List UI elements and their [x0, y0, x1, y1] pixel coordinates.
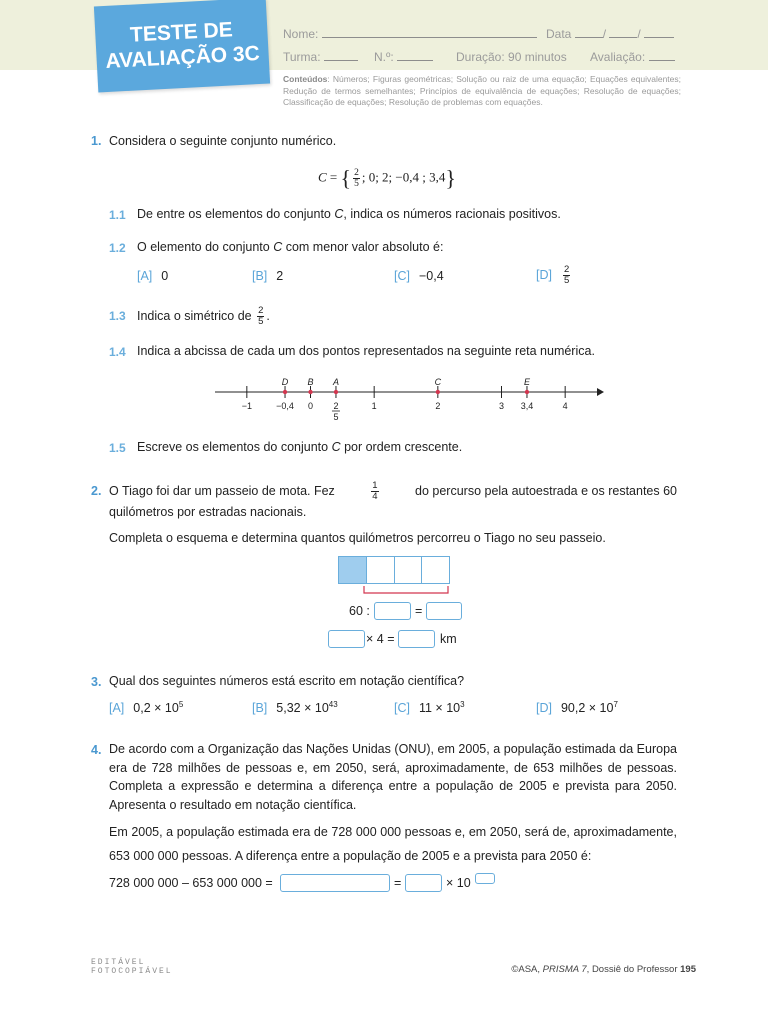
number-line-point-label: B	[307, 377, 314, 387]
option-exponent: 3	[460, 700, 465, 709]
copyright-a: ©ASA,	[511, 964, 543, 975]
date-day-line[interactable]	[575, 27, 603, 38]
q2-number: 2.	[91, 484, 102, 498]
grade-label: Avaliação:	[590, 50, 646, 64]
option-base: 11 × 10	[418, 701, 461, 716]
grade-line[interactable]	[649, 50, 675, 61]
q1-text: Considera o seguinte conjunto numérico.	[109, 134, 337, 148]
date-month-line[interactable]	[609, 27, 637, 38]
option-value: 2	[276, 269, 284, 283]
q3-option-b[interactable]	[252, 700, 338, 715]
class-label: Turma:	[283, 50, 321, 64]
q2-line-2: quilómetros por estradas nacionais.	[109, 505, 307, 519]
q1-5-number: 1.5	[109, 441, 126, 455]
q1-2-number: 1.2	[109, 241, 126, 255]
option-letter: [D]	[536, 267, 552, 282]
grade-field[interactable]	[590, 50, 675, 64]
q1-1-text	[137, 205, 561, 223]
q1-4-text: Indica a abcissa de cada um dos pontos representados na seguinte reta numérica.	[137, 344, 595, 358]
scheme-bracket	[362, 584, 452, 596]
number-line-tick-label: 3,4	[520, 401, 534, 411]
number-line-point-label: A	[332, 377, 339, 387]
frac-den: 4	[372, 490, 378, 502]
date-year-line[interactable]	[644, 27, 674, 38]
q3-text: Qual dos seguintes números está escrito em notação científica?	[109, 674, 465, 688]
number-line-point	[283, 390, 287, 394]
q1-2-option-b[interactable]	[252, 269, 283, 283]
option-exponent: 43	[328, 700, 338, 709]
number-line-tick-label: −1	[241, 401, 252, 411]
q1-3-fraction	[257, 306, 264, 327]
name-field[interactable]	[283, 27, 537, 41]
set-fraction	[353, 168, 360, 189]
eq1-input-divisor[interactable]	[374, 602, 411, 620]
number-line-frac-num: 2	[333, 401, 339, 411]
set-frac-num: 2	[354, 168, 359, 178]
q2-line-1	[109, 477, 677, 505]
option-base: 90,2 × 10	[560, 701, 614, 716]
number-line-tick-label: 0	[307, 401, 314, 411]
q1-2-set: C	[273, 240, 283, 254]
q4-expression: 728 000 000 – 653 000 000 =	[109, 876, 273, 890]
q4-input-mantissa[interactable]	[405, 874, 442, 892]
q1-number: 1.	[91, 134, 102, 148]
set-label: C	[318, 169, 327, 185]
q1-3-text	[137, 302, 270, 330]
option-base: 5,32 × 10	[276, 701, 329, 716]
number-line-point	[334, 390, 338, 394]
fraction-scheme	[338, 556, 450, 584]
eq2-times-four: × 4 =	[366, 632, 395, 646]
number-line-tick-label: 1	[371, 401, 377, 411]
frac-den: 5	[258, 316, 264, 328]
q3-option-a[interactable]	[109, 700, 183, 715]
q2-fraction	[371, 481, 378, 502]
q1-2-text	[137, 238, 443, 256]
duration: Duração: 90 minutos	[456, 50, 567, 64]
number-line-tick-label: 4	[562, 401, 568, 411]
q1-3-number: 1.3	[109, 309, 126, 323]
q4-equals: =	[394, 876, 402, 890]
date-field[interactable]: Data / /	[546, 27, 674, 41]
option-letter: [C]	[394, 701, 410, 716]
q1-1-text-b: , indica os números racionais positivos.	[343, 207, 561, 221]
set-definition	[318, 165, 456, 191]
eq1-equals: =	[415, 604, 423, 618]
q1-5-text-b: por ordem crescente.	[340, 440, 463, 454]
number-line-tick-label: −0,4	[276, 401, 294, 411]
option-fraction	[563, 265, 570, 286]
page-number: 195	[680, 964, 696, 975]
class-line[interactable]	[324, 50, 358, 61]
q2-line-3: Completa o esquema e determina quantos quilómetros percorreu o Tiago no seu passeio.	[109, 531, 606, 545]
number-label: N.º:	[374, 50, 394, 64]
logo-line-2: FOTOCOPIÁVEL	[91, 967, 173, 976]
q1-3-text-a: Indica o simétrico de	[137, 309, 252, 323]
q3-option-c[interactable]	[394, 700, 465, 715]
eq2-input-total[interactable]	[398, 630, 435, 648]
q2-line-1-b: do percurso pela autoestrada e os restantes 60	[415, 484, 677, 498]
set-frac-den: 5	[354, 179, 359, 189]
option-base: 0,2 × 10	[133, 701, 179, 716]
number-line-point-label: C	[434, 377, 442, 387]
badge-line-1: TESTE DE	[129, 18, 234, 47]
badge-line-2: AVALIAÇÃO 3C	[104, 41, 261, 74]
frac-num: 1	[372, 479, 378, 491]
q1-2-option-a[interactable]	[137, 269, 168, 283]
option-letter: [D]	[536, 701, 552, 716]
set-equals: =	[329, 169, 338, 185]
q1-5-text	[137, 438, 462, 456]
q2-line-1-a: O Tiago foi dar um passeio de mota. Fez	[109, 484, 335, 498]
q1-2-option-c[interactable]	[394, 269, 444, 283]
scheme-part-filled	[339, 557, 366, 583]
number-line-point-label: D	[281, 377, 289, 387]
logo-line-1: EDITÁVEL	[91, 958, 146, 967]
copyright-footer	[511, 964, 696, 975]
q4-times-ten: × 10	[446, 876, 471, 890]
name-label: Nome:	[283, 27, 319, 41]
option-value: 0	[161, 269, 169, 283]
q3-option-d[interactable]	[536, 700, 618, 715]
class-field[interactable]	[283, 50, 358, 64]
q4-input-difference[interactable]	[280, 874, 390, 892]
number-line-point	[436, 390, 440, 394]
number-line-arrow	[597, 388, 604, 396]
eq2-input-part[interactable]	[328, 630, 365, 648]
q4-input-exponent[interactable]	[475, 873, 495, 884]
editable-logo	[91, 958, 173, 976]
frac-num: 2	[563, 264, 570, 275]
scheme-part-empty	[394, 557, 422, 583]
number-line-frac-den: 5	[333, 412, 339, 422]
name-line[interactable]	[322, 27, 537, 38]
q1-2-text-a: O elemento do conjunto	[137, 240, 274, 254]
number-line-point	[525, 390, 529, 394]
contents-text: : Números; Figuras geométricas; Solução ou raiz de uma equação; Equações equivalentes; Redução de termos semelhantes; Princípios de equivalência de equações; Resolução de equações; Classificação de equações; Resolução de problemas com equações.	[283, 74, 681, 108]
option-value: −0,4	[418, 269, 444, 283]
eq1-input-result[interactable]	[426, 602, 462, 620]
frac-num: 2	[258, 305, 264, 317]
set-brace-close: }	[445, 165, 456, 191]
number-line	[205, 370, 610, 430]
date-label: Data	[546, 27, 572, 41]
contents-label: Conteúdos	[283, 74, 328, 84]
option-letter: [B]	[252, 701, 268, 716]
q4-number: 4.	[91, 743, 102, 757]
number-line-point-label: E	[523, 377, 530, 387]
option-letter: [B]	[252, 269, 268, 283]
eq2-unit: km	[440, 632, 457, 646]
number-field[interactable]	[374, 50, 433, 64]
option-letter: [A]	[137, 269, 153, 283]
q1-1-set: C	[334, 207, 344, 221]
option-exponent: 7	[613, 700, 618, 709]
q1-1-number: 1.1	[109, 208, 126, 222]
option-exponent: 5	[178, 700, 184, 709]
q1-2-text-b: com menor valor absoluto é:	[282, 240, 444, 254]
contents-summary	[283, 74, 681, 109]
copyright-b: , Dossiê do Professor	[586, 964, 681, 975]
set-brace-open: {	[340, 165, 352, 191]
q4-paragraph-2: Em 2005, a população estimada era de 728 000 000 pessoas e, em 2050, será de, aproximadamente, 653 000 000 pessoas. A diferença entre a população de 2005 e a prevista para 2050 é:	[109, 825, 677, 863]
number-line-tick-label: 2	[435, 401, 441, 411]
number-line[interactable]	[397, 50, 433, 61]
set-elements: ; 0; 2; −0,4 ; 3,4	[361, 169, 446, 185]
q1-1-text-a: De entre os elementos do conjunto	[137, 207, 335, 221]
q1-5-text-a: Escreve os elementos do conjunto	[137, 440, 332, 454]
number-line-point	[308, 390, 312, 394]
q1-3-end: .	[266, 309, 270, 323]
frac-den: 5	[563, 275, 570, 286]
q1-5-set: C	[331, 440, 341, 454]
q1-2-option-d[interactable]	[536, 265, 572, 286]
option-letter: [A]	[109, 701, 125, 716]
test-title-badge	[94, 0, 270, 92]
scheme-part-empty	[421, 557, 449, 583]
q3-number: 3.	[91, 675, 102, 689]
q1-4-number: 1.4	[109, 345, 126, 359]
number-line-tick-label: 3	[498, 401, 505, 411]
eq1-label: 60 :	[349, 604, 370, 618]
option-letter: [C]	[394, 269, 410, 283]
scheme-part-empty	[366, 557, 394, 583]
copyright-book: PRISMA 7	[542, 964, 587, 975]
q4-paragraph-1: De acordo com a Organização das Nações Unidas (ONU), em 2005, a população estimada da Europa era de 728 milhões de pessoas e, em 2050, será, aproximadamente, de 653 milhões de pessoas. Completa a expressão e determina a diferença entre a população de 2005 e prevista para 2050. Apresenta o resultado em notação científica.	[109, 742, 677, 812]
